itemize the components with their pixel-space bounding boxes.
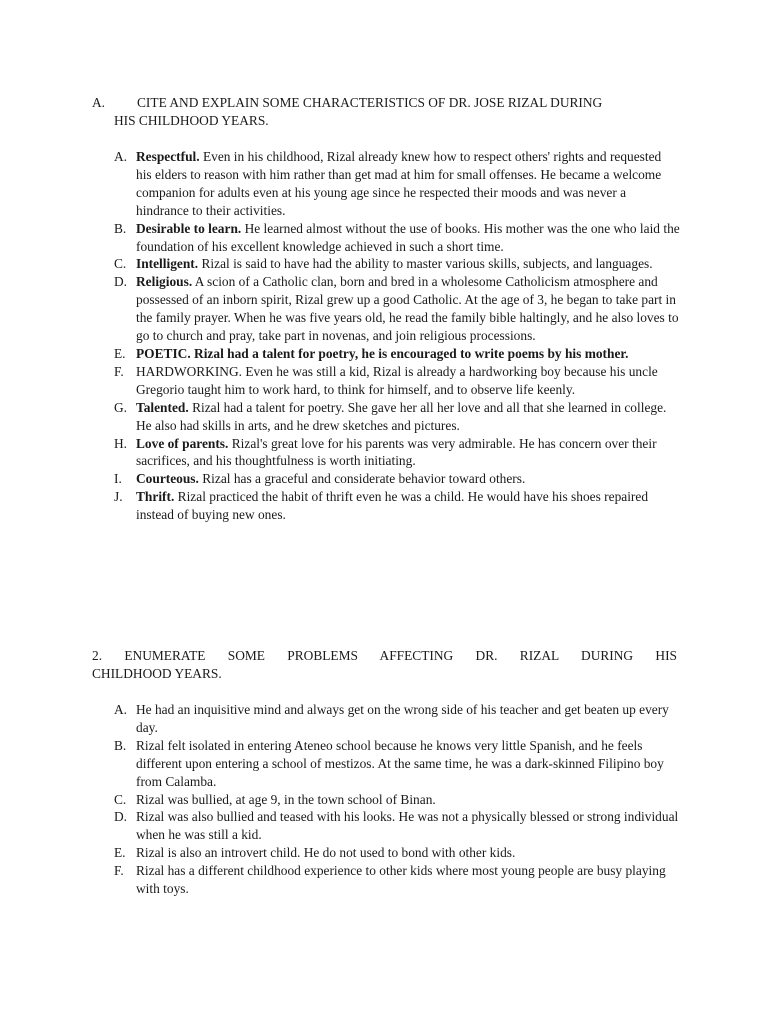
item-text: Rizal is said to have had the ability to master various skills, subjects, and languages. [198, 256, 653, 272]
list-item [114, 701, 680, 737]
item-letter: A. [114, 149, 128, 164]
item-text: Rizal is also an introvert child. He do not used to bond with other kids. [136, 845, 516, 861]
section-2-heading-line1: 2. ENUMERATE SOME PROBLEMS AFFECTING DR. RIZAL DURING HIS [92, 648, 677, 663]
list-item [114, 808, 680, 844]
item-term: Talented. [136, 399, 189, 415]
item-term: Thrift. [136, 489, 175, 505]
list-item [114, 148, 680, 220]
list-item [114, 399, 680, 435]
list-item [114, 488, 680, 524]
list-item [114, 255, 680, 273]
item-text: HARDWORKING. Even he was still a kid, Rizal is already a hardworking boy because his uncle Gregorio taught him to work hard, to think for himself, and to observe life keenly. [136, 363, 658, 397]
item-letter: I. [114, 471, 122, 487]
list-item [114, 844, 680, 862]
section-a-heading-line1: CITE AND EXPLAIN SOME CHARACTERISTICS OF DR. JOSE RIZAL DURING [137, 95, 603, 110]
list-item [114, 435, 680, 471]
item-term: Courteous. [136, 471, 199, 487]
item-term: Religious. [136, 274, 193, 290]
item-term: Love of parents. [136, 435, 229, 451]
list-item [114, 470, 680, 488]
section-a-marker: A. [92, 95, 106, 110]
list-item [114, 737, 680, 791]
item-text: A scion of a Catholic clan, born and bred in a wholesome Catholicism atmosphere and possessed of an inborn spirit, Rizal grew up a good Catholic. At the age of 3, he began to take part in the family prayer. When he was five years old, he read the family bible haltingly, and he also loves to go to church and pray, take part in novenas, and join religious processions. [136, 274, 679, 344]
item-text: Rizal's great love for his parents was very admirable. He has concern over their sacrifices, and his thoughtfulness is worth initiating. [136, 435, 657, 469]
item-term: POETIC. Rizal had a talent for poetry, he is encouraged to write poems by his mother. [136, 345, 629, 361]
item-letter: H. [114, 435, 128, 451]
item-term: Desirable to learn. [136, 220, 242, 236]
section-2-heading-line2: CHILDHOOD YEARS. [92, 665, 222, 681]
item-text: He had an inquisitive mind and always get on the wrong side of his teacher and get beaten up every day. [136, 702, 669, 735]
item-text: Rizal has a graceful and considerate behavior toward others. [198, 471, 526, 487]
problems-list [114, 701, 680, 898]
item-text: He learned almost without the use of books. His mother was the one who laid the foundation of his excellent knowledge achieved in such a short time. [136, 220, 680, 254]
item-text: Rizal was bullied, at age 9, in the town school of Binan. [136, 791, 436, 807]
list-item [114, 862, 680, 898]
list-item [114, 791, 680, 809]
item-term: Respectful. [136, 149, 200, 164]
item-term: Intelligent. [136, 256, 199, 272]
section-a-heading-line2: HIS CHILDHOOD YEARS. [114, 112, 269, 128]
list-item [114, 345, 680, 363]
item-text: Rizal felt isolated in entering Ateneo school because he knows very little Spanish, and he feels different upon entering a school of mestizos. At the same time, he was a dark-skinned Filipino boy from Calamba. [136, 737, 664, 789]
item-letter: D. [114, 809, 128, 825]
item-letter: B. [114, 737, 127, 753]
item-text: Rizal practiced the habit of thrift even he was a child. He would have his shoes repaired instead of buying new ones. [136, 489, 649, 523]
item-text: Rizal has a different childhood experience to other kids where most young people are busy playing with toys. [136, 863, 666, 897]
item-letter: D. [114, 274, 128, 290]
item-text: Even in his childhood, Rizal already knew how to respect others' rights and requested his elders to reason with him rather than get mad at him for small offenses. He became a welcome companion for adults even at his young age since he respected their moods and was never a hindrance to their activities. [136, 149, 662, 218]
characteristics-list [114, 148, 680, 524]
item-letter: C. [114, 791, 127, 807]
item-letter: B. [114, 220, 127, 236]
item-letter: C. [114, 256, 127, 272]
item-letter: A. [114, 702, 128, 717]
item-letter: F. [114, 363, 124, 379]
item-text: Rizal was also bullied and teased with his looks. He was not a physically blessed or strong individual when he was still a kid. [136, 809, 679, 843]
item-letter: E. [114, 845, 126, 861]
item-letter: E. [114, 345, 126, 361]
list-item [114, 273, 680, 345]
list-item [114, 363, 680, 399]
item-letter: J. [114, 489, 123, 505]
item-letter: F. [114, 863, 124, 879]
item-text: Rizal had a talent for poetry. She gave her all her love and all that she learned in college. He also had skills in arts, and he drew sketches and pictures. [136, 399, 667, 433]
section-a-heading [92, 94, 677, 130]
item-letter: G. [114, 399, 128, 415]
list-item [114, 220, 680, 256]
section-2-heading [92, 647, 677, 683]
